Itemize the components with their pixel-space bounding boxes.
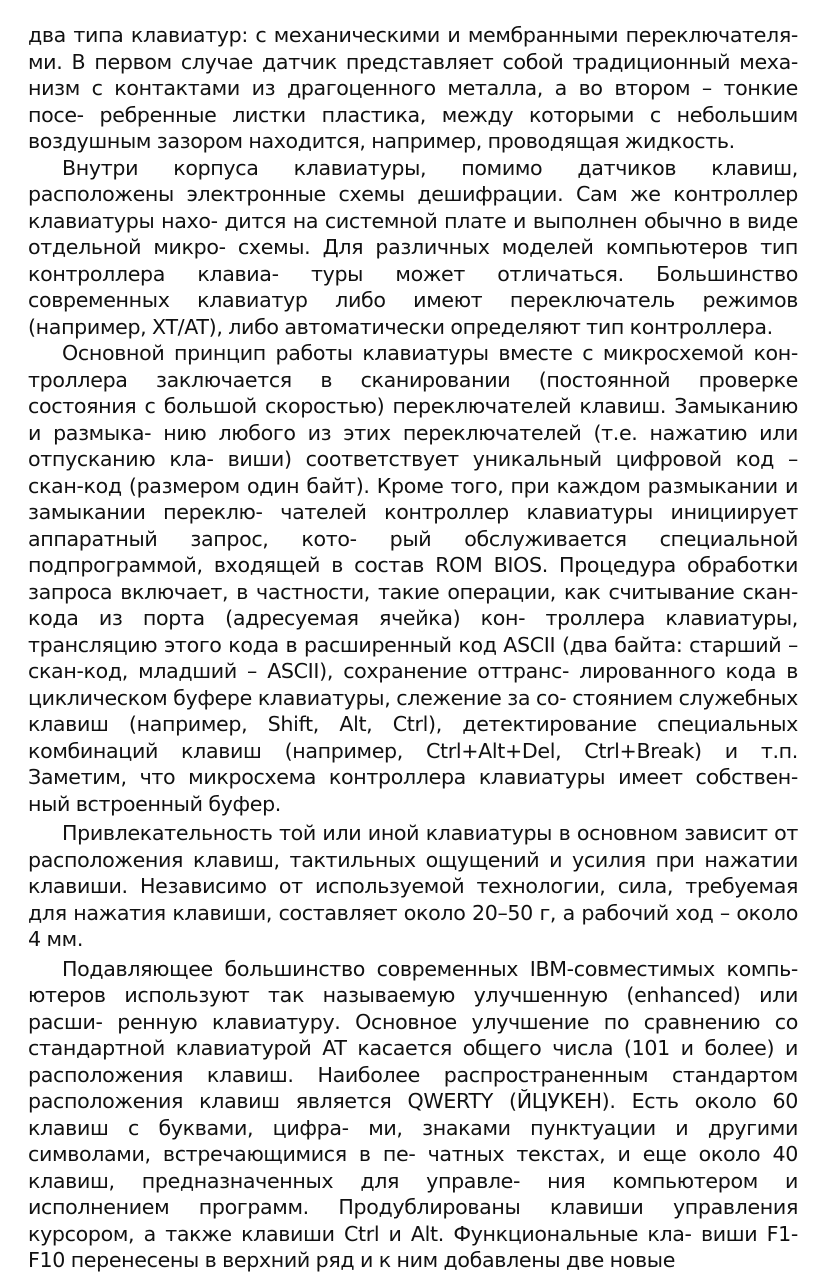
document-page xyxy=(28,22,798,1274)
paragraph-decoding-circuits: Внутри корпуса клавиатуры, помимо датчиков клавиш, расположены электронные схемы дешифрации. Сам же контроллер клавиатуры нахо- дится на системной плате и выполнен обычно в виде отдельной микро- схемы. Для различных моделей компьютеров тип контроллера клавиа- туры может отличаться. Большинство современных клавиатур либо имеют переключатель режимов (например, XT/AT), либо автоматически определяют тип контроллера. xyxy=(28,155,798,339)
paragraph-enhanced-keyboard: Подавляющее большинство современных IBM-совместимых компь- ютеров используют так называемую улучшенную (enhanced) или расши- ренную клавиатуру. Основное улучшение по сравнению со стандартной клавиатурой AT касается общего числа (101 и более) и расположения клавиш. Наиболее распространенным стандартом расположения клавиш является QWERTY (ЙЦУКЕН). Есть около 60 клавиш с буквами, цифра- ми, знаками пунктуации и другими символами, встречающимися в пе- чатных текстах, и еще около 40 клавиш, предназначенных для управле- ния компьютером и исполнением программ. Продублированы клавиши управления курсором, а также клавиши Ctrl и Alt. Функциональные кла- виши F1-F10 перенесены в верхний ряд и к ним добавлены две новые xyxy=(28,956,798,1272)
paragraph-keyboard-types: два типа клавиатур: с механическими и мембранными переключателя- ми. В первом случае датчик представляет собой традиционный меха- низм с контактами из драгоценного металла, а во втором – тонкие посе- ребренные листки пластика, между которыми с небольшим воздушным зазором находится, например, проводящая жидкость. xyxy=(28,23,798,153)
paragraph-scanning-principle: Основной принцип работы клавиатуры вместе с микросхемой кон- троллера заключается в сканировании (постоянной проверке состояния с большой скоростью) переключателей клавиш. Замыканию и размыка- нию любого из этих переключателей (т.е. нажатию или отпусканию кла- виши) соответствует уникальный цифровой код – скан-код (размером один байт). Кроме того, при каждом размыкании и замыкании переклю- чателей контроллер клавиатуры инициирует аппаратный запрос, кото- рый обслуживается специальной подпрограммой, входящей в состав ROM BIOS. Процедура обработки запроса включает, в частности, такие операции, как считывание скан-кода из порта (адресуемая ячейка) кон- троллера клавиатуры, трансляцию этого кода в расширенный код ASCII (два байта: старший – скан-код, младший – ASCII), сохранение оттранс- лированного кода в циклическом буфере клавиатуры, слежение за со- стоянием служебных клавиш (например, Shift, Alt, Ctrl), детектирование специальных комбинаций клавиш (например, Ctrl+Alt+Del, Ctrl+Break) и т.п. Заметим, что микросхема контроллера клавиатуры имеет собствен- ный встроенный буфер. xyxy=(28,341,798,816)
paragraph-key-feel: Привлекательность той или иной клавиатуры в основном зависит от расположения клавиш, тактильных ощущений и усилия при нажатии клавиши. Независимо от используемой технологии, сила, требуемая для нажатия клавиши, составляет около 20–50 г, а рабочий ход – около 4 мм. xyxy=(28,821,798,951)
